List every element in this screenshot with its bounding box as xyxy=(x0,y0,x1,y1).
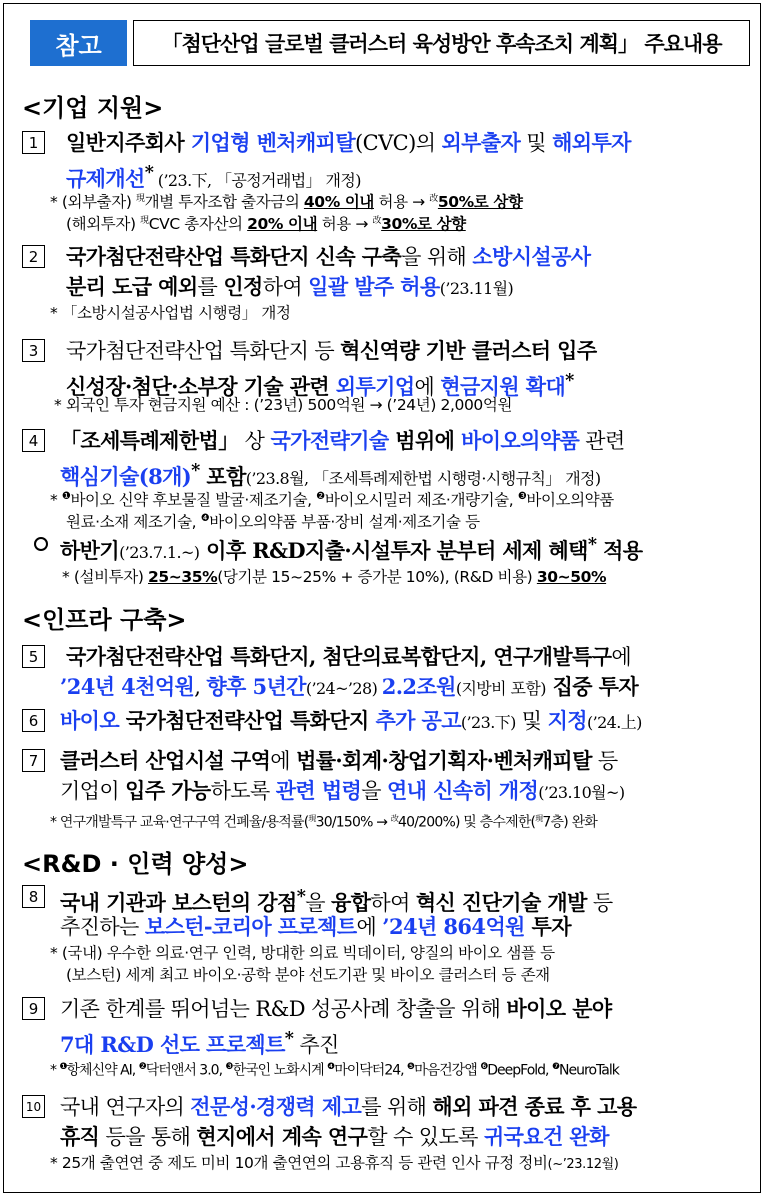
item-number: 10 xyxy=(22,1095,45,1118)
item-1-note-1: * (외부출자) $^現$개별 투자조합 출자금의 40% 이내 허용 → $^改$50%로 상향 xyxy=(50,193,523,212)
item-2-note-1: * 「소방시설공사업법 시행령」 개정 xyxy=(50,304,291,322)
item-7-line-1: 클러스터 산업시설 구역에 법률·회계·창업기획자·벤처캐피탈 등 xyxy=(60,748,618,773)
item-8-note-1: * (국내) 우수한 의료·연구 인력, 방대한 의료 빅데이터, 양질의 바이오 샘플 등 xyxy=(50,944,555,962)
section-heading-corporate-support: <기업 지원> xyxy=(22,94,164,122)
item-8-line-2: 추진하는 보스턴-코리아 프로젝트에 ’24년 864억원 투자 xyxy=(60,914,571,939)
reference-badge: 참고 xyxy=(30,20,127,66)
item-10-line-1: 국내 연구자의 전문성·경쟁력 제고를 위해 해외 파견 종료 후 고용 xyxy=(60,1094,637,1119)
item-number: 9 xyxy=(22,997,45,1020)
item-7-line-2: 기업이 입주 가능하도록 관련 법령을 연내 신속히 개정(’23.10월~) xyxy=(60,778,625,803)
item-3-line-2: 신성장·첨단·소부장 기술 관련 외투기업에 현금지원 확대* xyxy=(66,371,574,399)
item-1-note-2: (해외투자) $^現$CVC 총자산의 20% 이내 허용 → $^改$30%로 상향 xyxy=(66,215,466,234)
item-4-note-2: 원료·소재 제조기술, $^❹$바이오의약품 부품·장비 설계·제조기술 등 xyxy=(66,513,480,532)
item-3-line-1: 국가첨단전략산업 특화단지 등 혁신역량 기반 클러스터 입주 xyxy=(66,338,597,363)
item-2-line-2: 분리 도급 예외를 인정하여 일괄 발주 허용(’23.11월) xyxy=(66,274,514,299)
item-9-line-1: 기존 한계를 뛰어넘는 R&D 성공사례 창출을 위해 바이오 분야 xyxy=(60,996,612,1021)
circle-bullet-icon xyxy=(34,537,48,551)
section-heading-infrastructure: <인프라 구축> xyxy=(22,606,187,634)
item-4-line-2: 핵심기술(8개)* 포함(’23.8월, 「조세특례제한법 시행령·시행규칙」 개정) xyxy=(60,461,601,489)
item-1-line-2: 규제개선* (’23.下, 「공정거래법」 개정) xyxy=(66,163,361,191)
item-7-note-1: * 연구개발특구 교육·연구구역 건폐율/용적률($^現$30/150% → $^改$40/200%) 및 층수제한($^現$7층) 완화 xyxy=(50,814,598,831)
item-10-line-2: 휴직 등을 통해 현지에서 계속 연구할 수 있도록 귀국요건 완화 xyxy=(60,1124,609,1149)
item-number: 3 xyxy=(22,339,45,362)
item-1-line-1: 일반지주회사 기업형 벤처캐피탈(CVC)의 외부출자 및 해외투자 xyxy=(66,130,631,155)
item-4-sub-note-1: * (설비투자) 25~35%(당기분 15~25% + 증가분 10%), (R&D 비용) 30~50% xyxy=(62,568,607,586)
document-title: 「첨단산업 글로벌 클러스터 육성방안 후속조치 계획」 주요내용 xyxy=(133,20,750,66)
item-4-note-1: * $^❶$바이오 신약 후보물질 발굴·제조기술, $^❷$바이오시밀러 제조·개량기술, $^❸$바이오의약품 xyxy=(50,491,614,510)
item-number: 1 xyxy=(22,131,45,154)
item-number: 6 xyxy=(22,709,45,732)
item-3-note-1: * 외국인 투자 현금지원 예산 : (’23년) 500억원 → (’24년) 2,000억원 xyxy=(54,396,513,414)
item-6-line-1: 바이오 국가첨단전략산업 특화단지 추가 공고(’23.下) 및 지정(’24.上) xyxy=(60,708,642,733)
item-2-line-1: 국가첨단전략산업 특화단지 신속 구축을 위해 소방시설공사 xyxy=(66,244,591,269)
item-8-note-2: (보스턴) 세계 최고 바이오·공학 분야 선도기관 및 바이오 클러스터 등 존재 xyxy=(66,966,550,984)
item-10-note-1: * 25개 출연연 중 제도 미비 10개 출연연의 고용휴직 등 관련 인사 규정 정비(~’23.12월) xyxy=(50,1154,619,1172)
item-number: 8 xyxy=(22,885,45,908)
item-number: 2 xyxy=(22,245,45,268)
item-4-sub-line-1: 하반기(’23.7.1.~) 이후 R&D지출·시설투자 분부터 세제 혜택* 적용 xyxy=(60,535,643,563)
item-number: 5 xyxy=(22,645,45,668)
item-9-note-1: * $^❶$항체신약 AI, $^❷$닥터앤서 3.0, $^❸$한국인 노화시계 $^❹$마이닥터24, $^❺$마음건강앱 $^❻$DeepFold, $^❼$NeuroTalk xyxy=(50,1062,619,1079)
item-5-line-2: ’24년 4천억원, 향후 5년간(’24~’28) 2.2조원(지방비 포함) 집중 투자 xyxy=(60,674,639,699)
section-heading-rnd-workforce: <R&D · 인력 양성> xyxy=(22,850,249,878)
item-number: 7 xyxy=(22,749,45,772)
item-number: 4 xyxy=(22,429,45,452)
item-9-line-2: 7대 R&D 선도 프로젝트* 추진 xyxy=(60,1029,339,1057)
item-8-line-1: 국내 기관과 보스턴의 강점*을 융합하여 혁신 진단기술 개발 등 xyxy=(60,887,613,915)
item-4-line-1: 「조세특례제한법」 상 국가전략기술 범위에 바이오의약품 관련 xyxy=(60,428,625,453)
item-5-line-1: 국가첨단전략산업 특화단지, 첨단의료복합단지, 연구개발특구에 xyxy=(66,644,632,669)
